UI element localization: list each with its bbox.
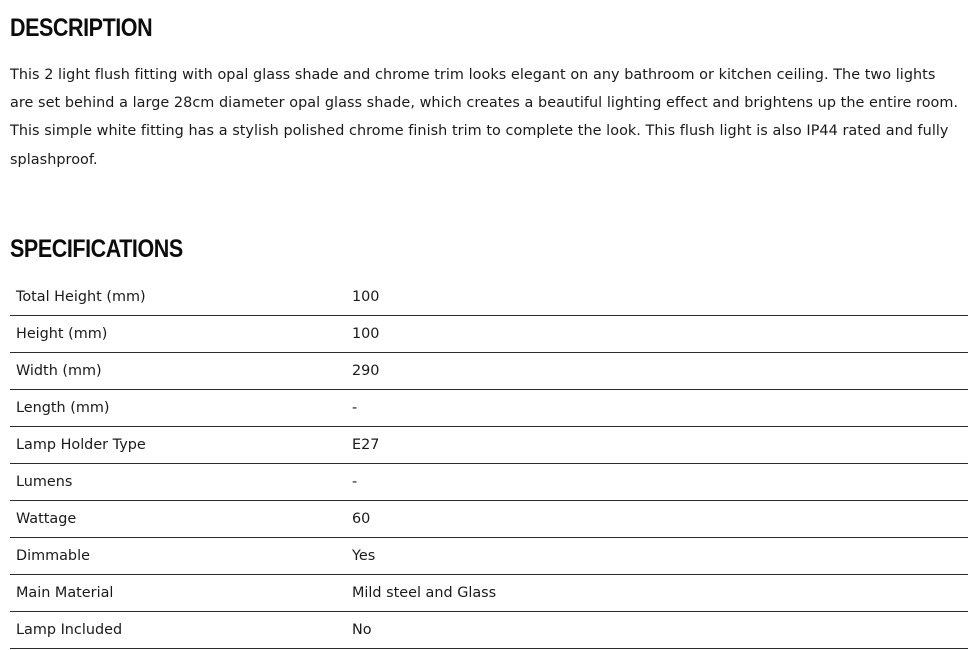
spec-row-height	[10, 316, 968, 353]
spec-row-lumens	[10, 464, 968, 501]
spec-value: 100	[346, 279, 968, 316]
description-text: This 2 light flush fitting with opal glass shade and chrome trim looks elegant on any bathroom or kitchen ceiling. The two lights are set behind a large 28cm diameter opal glass shade, which creates a beautiful lighting effect and brightens up the entire room. This simple white fitting has a stylish polished chrome finish trim to complete the look. This flush light is also IP44 rated and fully splashproof.	[10, 67, 959, 168]
spec-label: Wattage	[10, 501, 346, 538]
spec-value: Yes	[346, 538, 968, 575]
description-heading: DESCRIPTION	[10, 14, 153, 42]
spec-label: Lamp Holder Type	[10, 427, 346, 464]
spec-label: Lamp Included	[10, 612, 346, 649]
spec-value: Mild steel and Glass	[346, 575, 968, 612]
spec-row-lamp-included	[10, 612, 968, 649]
spec-row-lamp-holder-type	[10, 427, 968, 464]
spec-label: Main Material	[10, 575, 346, 612]
spec-label: Dimmable	[10, 538, 346, 575]
spec-row-wattage	[10, 501, 968, 538]
spec-row-width	[10, 353, 968, 390]
specifications-heading: SPECIFICATIONS	[10, 235, 183, 263]
spec-value: 100	[346, 316, 968, 353]
spec-value: 60	[346, 501, 968, 538]
spec-label: Total Height (mm)	[10, 279, 346, 316]
spec-value: 290	[346, 353, 968, 390]
spec-label: Width (mm)	[10, 353, 346, 390]
spec-row-total-height	[10, 279, 968, 316]
spec-row-dimmable	[10, 538, 968, 575]
spec-value: -	[346, 390, 968, 427]
spec-row-length	[10, 390, 968, 427]
spec-value: -	[346, 464, 968, 501]
specifications-table	[10, 279, 968, 649]
spec-label: Lumens	[10, 464, 346, 501]
spec-label: Length (mm)	[10, 390, 346, 427]
spec-row-main-material	[10, 575, 968, 612]
spec-value: E27	[346, 427, 968, 464]
spec-label: Height (mm)	[10, 316, 346, 353]
spec-value: No	[346, 612, 968, 649]
